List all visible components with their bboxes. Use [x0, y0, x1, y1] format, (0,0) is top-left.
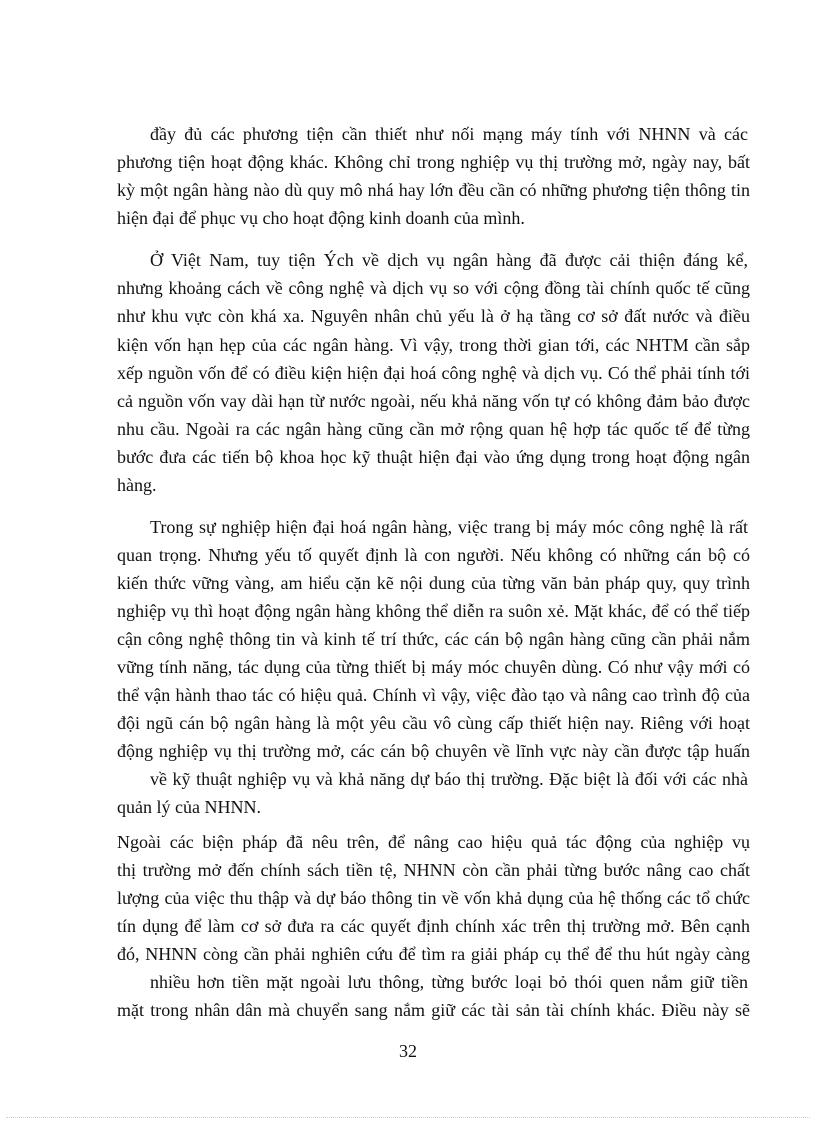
text-line: nhu cầu. Ngoài ra các ngân hàng cũng cần mở rộng quan hệ hợp tác quốc tế để từng	[117, 419, 750, 439]
text-line: như khu vực còn khá xa. Nguyên nhân chủ yếu là ở hạ tầng cơ sở đất nước và điều	[117, 306, 750, 326]
text-line: cả nguồn vốn vay dài hạn từ nước ngoài, nếu khả năng vốn tự có không đảm bảo được	[117, 391, 750, 411]
text-line: tín dụng để làm cơ sở đưa ra các quyết định chính xác trên thị trường mở. Bên cạnh	[117, 916, 750, 936]
text-line: kỳ một ngân hàng nào dù quy mô nhá hay lớn đều cần có những phương tiện thông tin	[117, 180, 750, 200]
text-line: Ở Việt Nam, tuy tiện Ých về dịch vụ ngân hàng đã được cải thiện đáng kể,	[150, 250, 748, 270]
text-line: hàng.	[117, 475, 157, 495]
text-line: phương tiện hoạt động khác. Không chỉ trong nghiệp vụ thị trường mở, ngày nay, bất	[117, 152, 750, 172]
text-line: xếp nguồn vốn để có điều kiện hiện đại hoá công nghệ và dịch vụ. Có thể phải tính tới	[117, 363, 750, 383]
text-line: bước đưa các tiến bộ khoa học kỹ thuật hiện đại vào ứng dụng trong hoạt động ngân	[117, 447, 750, 467]
text-line: mặt trong nhân dân mà chuyển sang nắm giữ các tài sản tài chính khác. Điều này sẽ	[117, 1000, 750, 1020]
text-line: thị trường mở đến chính sách tiền tệ, NHNN còn cần phải từng bước nâng cao chất	[117, 860, 750, 880]
text-line: thể vận hành thao tác có hiệu quả. Chính vì vậy, việc đào tạo và nâng cao trình độ của	[117, 685, 750, 705]
text-line: Trong sự nghiệp hiện đại hoá ngân hàng, việc trang bị máy móc công nghệ là rất	[150, 517, 748, 537]
page-number: 32	[399, 1041, 417, 1061]
text-line: động nghiệp vụ thị trường mở, các cán bộ chuyên về lĩnh vực này cần được tập huấn	[117, 741, 750, 761]
text-line: về kỹ thuật nghiệp vụ và khả năng dự báo thị trường. Đặc biệt là đối với các nhà	[150, 769, 748, 789]
text-line: đó, NHNN còng cần phải nghiên cứu để tìm ra giải pháp cụ thể để thu hút ngày càng	[117, 944, 750, 964]
text-line: đội ngũ cán bộ ngân hàng là một yêu cầu vô cùng cấp thiết hiện nay. Riêng với hoạt	[117, 713, 750, 733]
text-line: kiến thức vững vàng, am hiểu cặn kẽ nội dung của từng văn bản pháp quy, quy trình	[117, 573, 750, 593]
text-line: nhiều hơn tiền mặt ngoài lưu thông, từng bước loại bỏ thói quen nắm giữ tiền	[150, 972, 748, 992]
text-line: đầy đủ các phương tiện cần thiết như nối mạng máy tính với NHNN và các	[150, 124, 748, 144]
page-bottom-border	[6, 1117, 810, 1118]
text-line: vững tính năng, tác dụng của từng thiết bị máy móc chuyên dùng. Có như vậy mới có	[117, 657, 750, 677]
text-line: hiện đại để phục vụ cho hoạt động kinh doanh của mình.	[117, 208, 525, 228]
text-line: cận công nghệ thông tin và kinh tế trí thức, các cán bộ ngân hàng cũng cần phải nắm	[117, 629, 750, 649]
text-line: quản lý của NHNN.	[117, 797, 261, 817]
text-line: nhưng khoảng cách về công nghệ và dịch vụ so với cộng đồng tài chính quốc tế cũng	[117, 278, 750, 298]
text-line: kiện vốn hạn hẹp của các ngân hàng. Vì vậy, trong thời gian tới, các NHTM cần sắp	[117, 335, 750, 355]
text-line: lượng của việc thu thập và dự báo thông tin về vốn khả dụng của hệ thống các tổ chức	[117, 888, 750, 908]
text-line: Ngoài các biện pháp đã nêu trên, để nâng cao hiệu quả tác động của nghiệp vụ	[117, 832, 750, 852]
text-line: nghiệp vụ thì hoạt động ngân hàng không thể diễn ra suôn xẻ. Mặt khác, để có thể tiếp	[117, 601, 750, 621]
text-line: quan trọng. Nhưng yếu tố quyết định là con người. Nếu không có những cán bộ có	[117, 545, 750, 565]
